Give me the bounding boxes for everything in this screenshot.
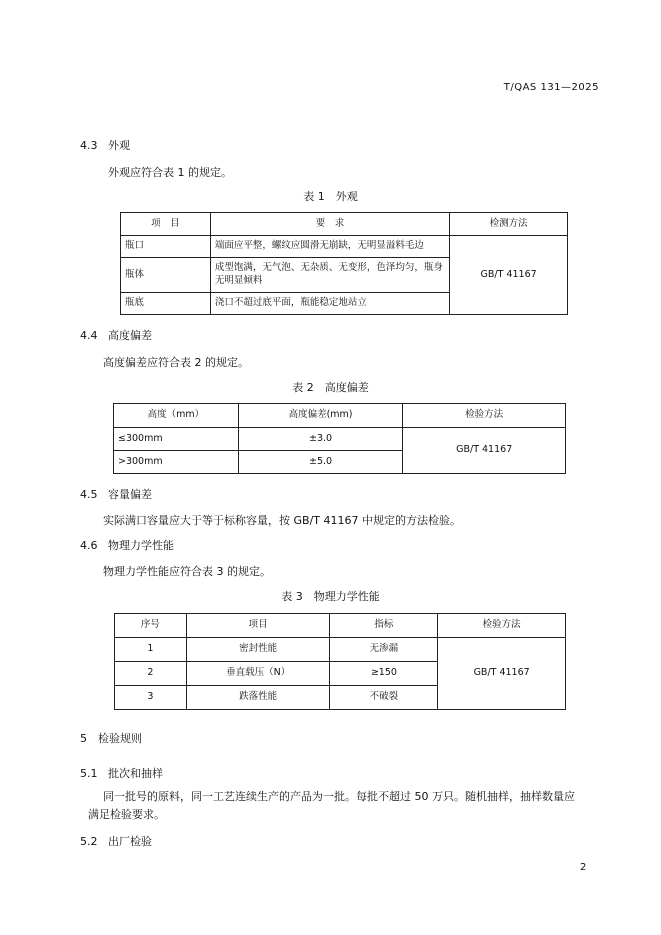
section-5-heading — [80, 730, 142, 746]
section-5-1-text-line1: 同一批号的原料，同一工艺连续生产的产品为一批。每批不超过 50 万只。随机抽样，抽样数量应 — [103, 790, 575, 803]
item-cell: 垂直载压（N） — [186, 662, 330, 686]
section-title: 批次和抽样 — [108, 767, 163, 780]
deviation-cell: ±5.0 — [238, 451, 403, 474]
item-cell: 跌落性能 — [186, 686, 330, 710]
item-cell: 瓶底 — [121, 293, 211, 315]
section-5-1-heading — [80, 765, 163, 781]
header-cell: 高度（mm） — [114, 404, 239, 428]
header-cell: 高度偏差(mm) — [238, 404, 403, 428]
table-3-physical-properties — [114, 613, 566, 710]
table-2-height-deviation — [113, 403, 566, 474]
method-cell: GB/T 41167 — [403, 428, 566, 474]
header-cell: 项目 — [186, 614, 330, 638]
section-title: 检验规则 — [98, 732, 142, 745]
item-cell: 瓶体 — [121, 258, 211, 293]
method-cell: GB/T 41167 — [438, 638, 566, 710]
item-cell: 密封性能 — [186, 638, 330, 662]
table-row — [121, 236, 568, 258]
section-number: 5 — [80, 732, 87, 745]
table-1-appearance — [120, 212, 568, 315]
item-cell: 瓶口 — [121, 236, 211, 258]
table-2-caption: 表 2 高度偏差 — [292, 381, 369, 394]
number-cell: 1 — [115, 638, 187, 662]
section-number: 4.3 — [80, 139, 98, 152]
index-cell: 无渗漏 — [330, 638, 438, 662]
section-number: 5.1 — [80, 767, 98, 780]
section-title: 容量偏差 — [108, 488, 152, 501]
section-4-4-text: 高度偏差应符合表 2 的规定。 — [103, 356, 249, 369]
height-cell: ≤300mm — [114, 428, 239, 451]
section-title: 物理力学性能 — [108, 539, 174, 552]
header-cell: 要 求 — [210, 213, 449, 236]
table-header-row — [115, 614, 566, 638]
method-cell: GB/T 41167 — [450, 236, 568, 315]
section-number: 4.5 — [80, 488, 98, 501]
index-cell: ≥150 — [330, 662, 438, 686]
section-number: 4.4 — [80, 329, 98, 342]
table-header-row — [114, 404, 566, 428]
table-header-row — [121, 213, 568, 236]
table-3-caption: 表 3 物理力学性能 — [281, 590, 380, 603]
section-4-5-heading — [80, 486, 152, 502]
requirement-cell: 浇口不超过底平面，瓶能稳定地站立 — [210, 293, 449, 315]
number-cell: 3 — [115, 686, 187, 710]
document-header-id: T/QAS 131—2025 — [503, 82, 599, 93]
number-cell: 2 — [115, 662, 187, 686]
section-4-3-text: 外观应符合表 1 的规定。 — [108, 166, 232, 179]
section-title: 高度偏差 — [108, 329, 152, 342]
table-row — [115, 638, 566, 662]
section-5-2-heading — [80, 833, 152, 849]
section-number: 4.6 — [80, 539, 98, 552]
header-cell: 检测方法 — [450, 213, 568, 236]
section-4-6-text: 物理力学性能应符合表 3 的规定。 — [103, 565, 271, 578]
section-4-3-heading — [80, 137, 130, 153]
table-1-caption: 表 1 外观 — [303, 190, 358, 203]
requirement-cell: 成型饱满，无气泡、无杂质、无变形，色泽均匀，瓶身无明显倾料 — [210, 258, 449, 293]
index-cell: 不破裂 — [330, 686, 438, 710]
requirement-cell: 端面应平整，螺纹应圆滑无崩缺，无明显溢料毛边 — [210, 236, 449, 258]
section-5-1-text-line2: 满足检验要求。 — [88, 808, 165, 821]
header-cell: 检验方法 — [438, 614, 566, 638]
section-4-4-heading — [80, 327, 152, 343]
header-cell: 检验方法 — [403, 404, 566, 428]
section-number: 5.2 — [80, 835, 98, 848]
header-cell: 项 目 — [121, 213, 211, 236]
header-cell: 序号 — [115, 614, 187, 638]
section-4-6-heading — [80, 537, 174, 553]
page-number: 2 — [580, 862, 587, 873]
deviation-cell: ±3.0 — [238, 428, 403, 451]
section-title: 外观 — [108, 139, 130, 152]
height-cell: >300mm — [114, 451, 239, 474]
section-4-5-text: 实际满口容量应大于等于标称容量，按 GB/T 41167 中规定的方法检验。 — [103, 514, 461, 527]
section-title: 出厂检验 — [108, 835, 152, 848]
header-cell: 指标 — [330, 614, 438, 638]
table-row — [114, 428, 566, 451]
